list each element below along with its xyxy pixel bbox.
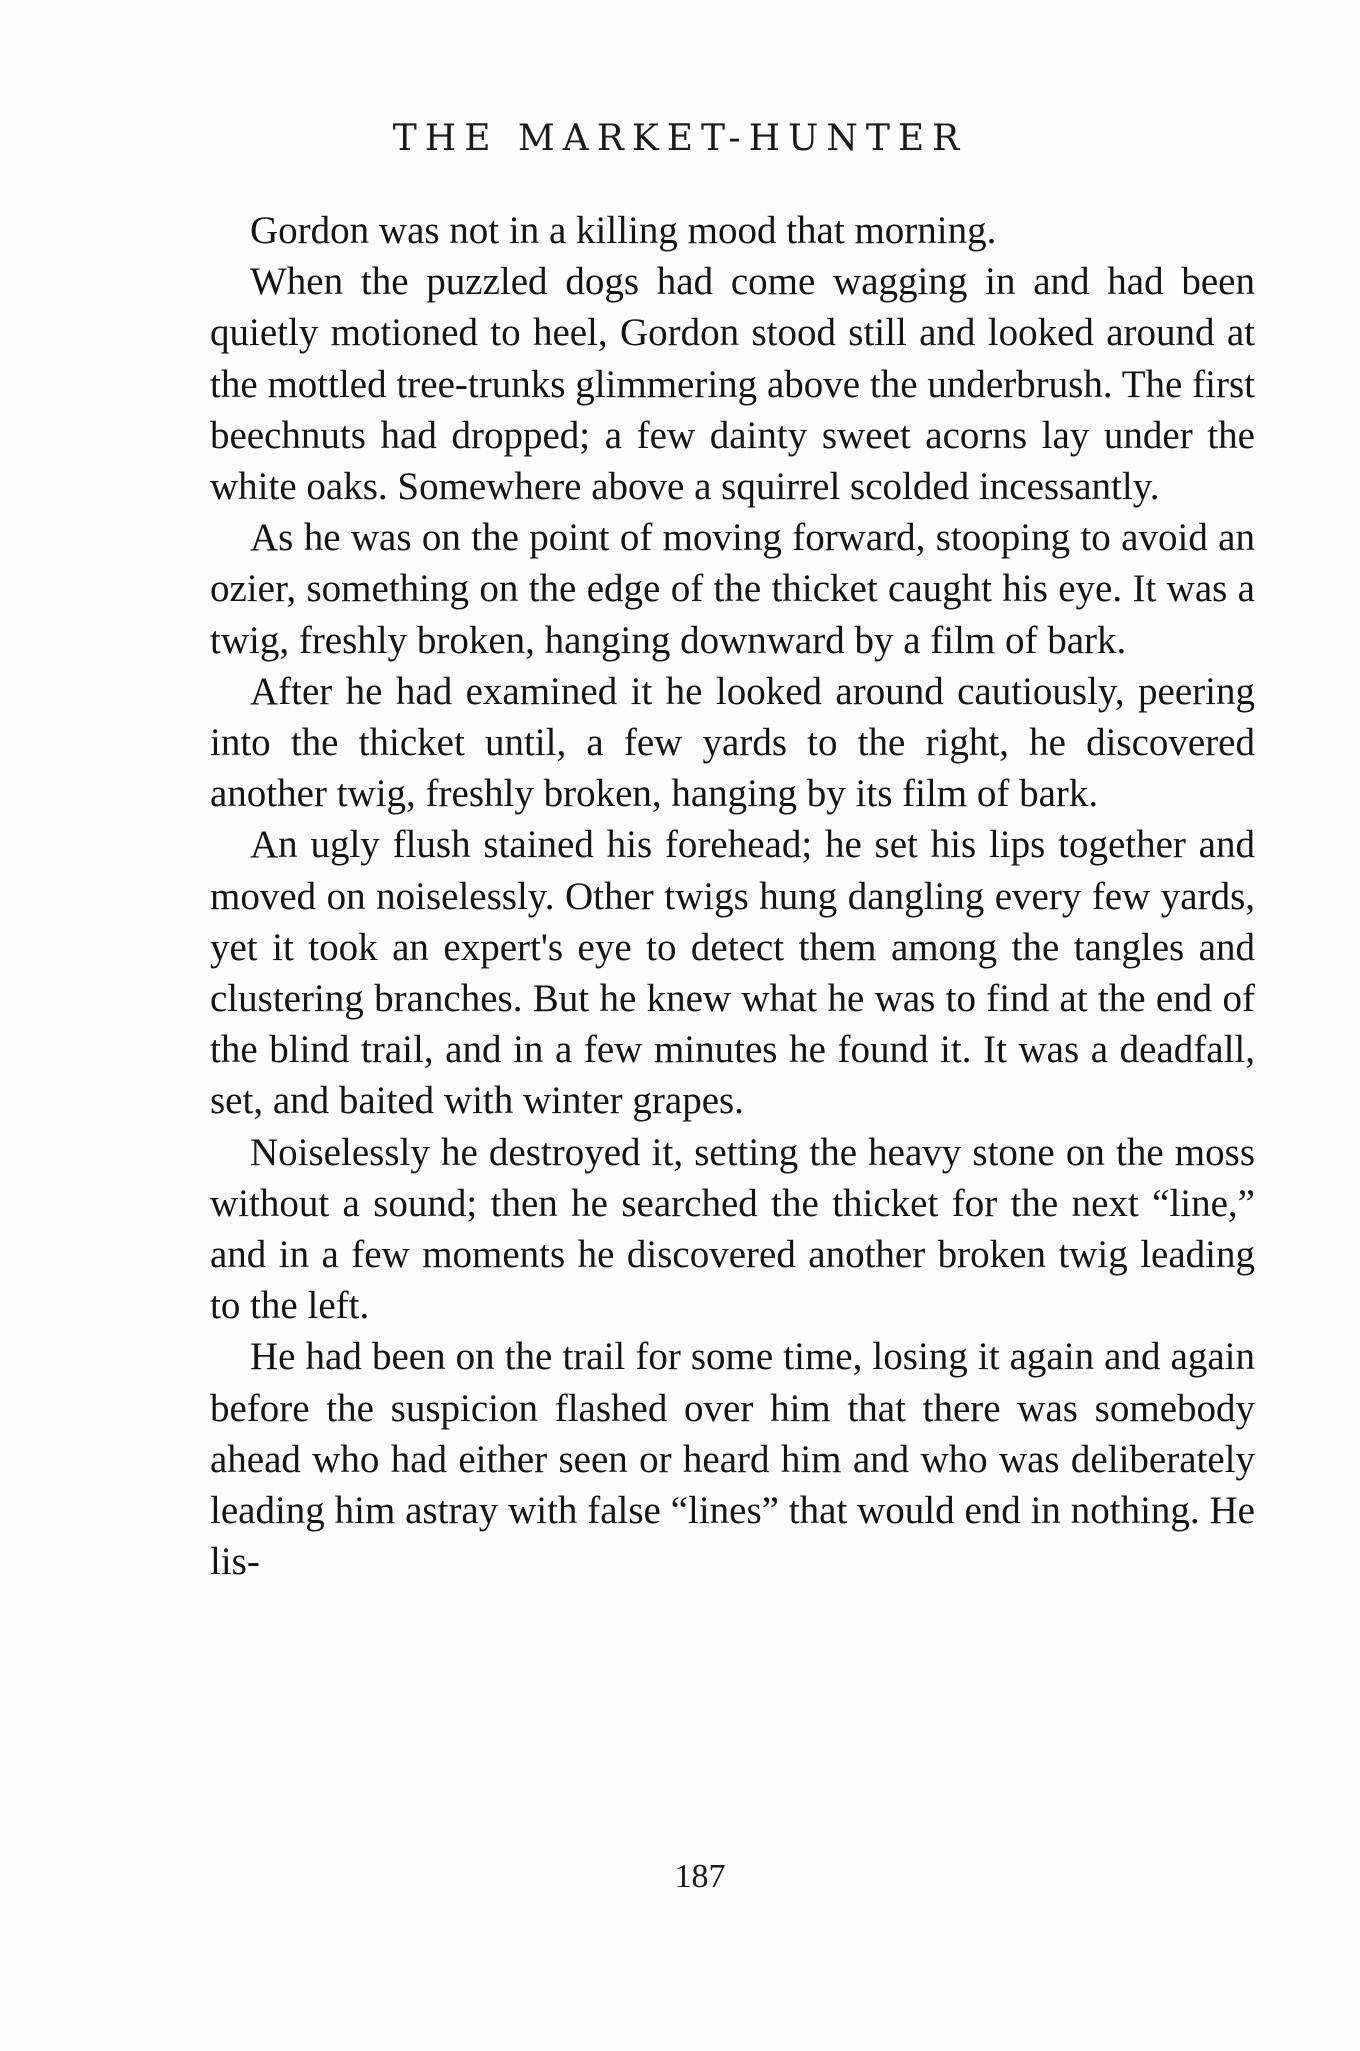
running-title: THE MARKET-HUNTER <box>392 118 968 159</box>
paragraph: As he was on the point of moving forward, stooping to avoid an ozier, something on the edge of the thicket caught his eye. It was a twig, freshly broken, hanging downward by a film of bark. <box>210 516 1255 662</box>
body-text <box>210 205 1255 1587</box>
page-number: 187 <box>674 1858 726 1895</box>
paragraph: An ugly flush stained his forehead; he set his lips together and moved on noiselessly. Other twigs hung dangling every few yards, yet it took an expert's eye to detect them among the tangles and clustering branches. But he knew what he was to find at the end of the blind trail, and in a few minutes he found it. It was a deadfall, set, and baited with winter grapes. <box>210 823 1255 1123</box>
paragraph: After he had examined it he looked around cautiously, peering into the thicket until, a few yards to the right, he discovered another twig, freshly broken, hanging by its film of bark. <box>210 669 1255 816</box>
paragraph: He had been on the trail for some time, losing it again and again before the suspicion flashed over him that there was somebody ahead who had either seen or heard him and who was deliberately leading him astray with false “lines” that would end in nothing. He lis- <box>210 1335 1255 1584</box>
paragraph: When the puzzled dogs had come wagging in and had been quietly motioned to heel, Gordon stood still and looked around at the mottled tree-trunks glimmering above the underbrush. The first beechnuts had dropped; a few dainty sweet acorns lay under the white oaks. Somewhere above a squirrel scolded incessantly. <box>210 260 1255 509</box>
paragraph: Noiselessly he destroyed it, setting the heavy stone on the moss without a sound; then he searched the thicket for the next “line,” and in a few moments he discovered another broken twig leading to the left. <box>210 1130 1255 1328</box>
paragraph: Gordon was not in a killing mood that morning. <box>250 209 997 252</box>
